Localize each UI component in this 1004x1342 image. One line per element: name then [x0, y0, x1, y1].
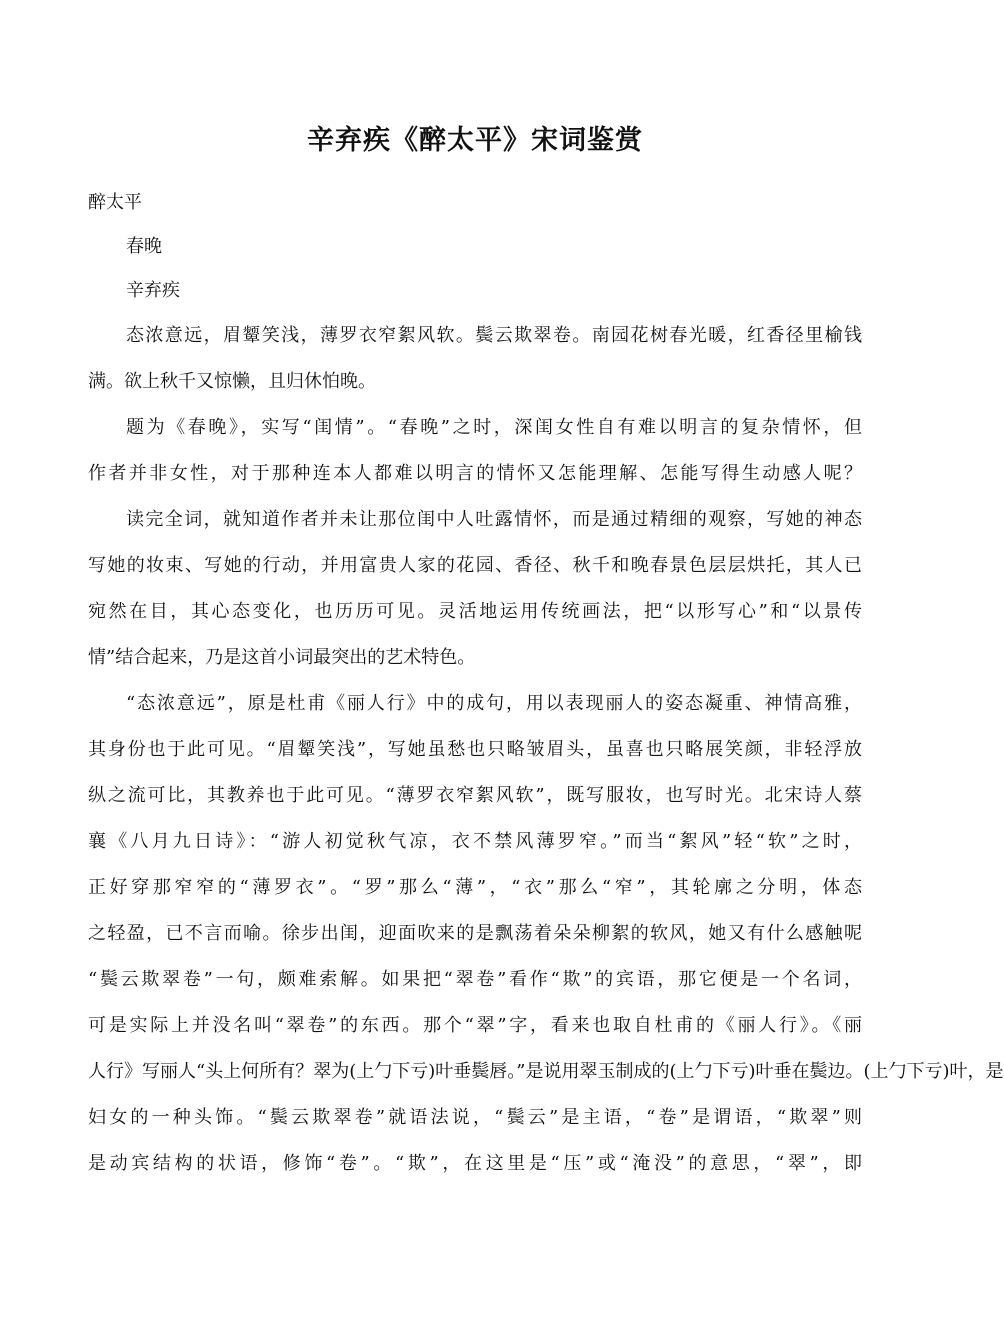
- text-line: 作者并非女性，对于那种连本人都难以明言的情怀又怎能理解、怎能写得生动感人呢？: [88, 463, 862, 484]
- text-line: 妇女的一种头饰。“鬓云欺翠卷”就语法说，“鬓云”是主语，“卷”是谓语，“欺翠”则: [88, 1107, 862, 1128]
- text-line: 读完全词，就知道作者并未让那位闺中人吐露情怀，而是通过精细的观察，写她的神态: [126, 509, 862, 530]
- text-line: 满。欲上秋千又惊懒，且归休怕晚。: [88, 371, 376, 392]
- document-body: [88, 181, 1004, 1187]
- text-line: 襄《八月九日诗》：“游人初觉秋气凉，衣不禁风薄罗窄。”而当“絮风”轻“软”之时，: [88, 831, 862, 852]
- document-title: 辛弃疾《醉太平》宋词鉴赏: [307, 125, 643, 156]
- text-line: 题为《春晚》，实写“闺情”。“春晚”之时，深闺女性自有难以明言的复杂情怀，但: [126, 417, 862, 438]
- poem-author: 辛弃疾: [126, 280, 180, 301]
- text-line: “态浓意远”，原是杜甫《丽人行》中的成句，用以表现丽人的姿态凝重、神情高雅，: [126, 693, 862, 714]
- text-line: 正好穿那窄窄的“薄罗衣”。“罗”那么“薄”，“衣”那么“窄”，其轮廓之分明，体态: [88, 877, 862, 898]
- text-line: 可是实际上并没名叫“翠卷”的东西。那个“翠”字，看来也取自杜甫的《丽人行》。《丽: [88, 1015, 862, 1036]
- text-line: 是动宾结构的状语，修饰“卷”。“欺”，在这里是“压”或“淹没”的意思，“翠”，即: [88, 1153, 862, 1174]
- poem-title: 醉太平: [88, 192, 142, 213]
- poem-subtitle: 春晚: [126, 236, 162, 257]
- text-line: “鬓云欺翠卷”一句，颇难索解。如果把“翠卷”看作“欺”的宾语，那它便是一个名词，: [88, 969, 862, 990]
- text-line: 态浓意远，眉颦笑浅，薄罗衣窄絮风软。鬓云欺翠卷。南园花树春光暖，红香径里榆钱: [126, 325, 862, 346]
- text-line: 情”结合起来，乃是这首小词最突出的艺术特色。: [88, 647, 476, 668]
- text-line: 其身份也于此可见。“眉颦笑浅”，写她虽愁也只略皱眉头，虽喜也只略展笑颜，非轻浮放: [88, 739, 862, 760]
- text-line: 写她的妆束、写她的行动，并用富贵人家的花园、香径、秋千和晚春景色层层烘托，其人已: [88, 555, 862, 576]
- text-line: 人行》写丽人“头上何所有？翠为(上勹下亏)叶垂鬓唇。”是说用翠玉制成的(上勹下亏)叶垂在鬓边。(上勹下亏)叶，是: [88, 1061, 1004, 1082]
- text-line: 之轻盈，已不言而喻。徐步出闺，迎面吹来的是飘荡着朵朵柳絮的软风，她又有什么感触呢: [88, 923, 862, 944]
- text-line: 宛然在目，其心态变化，也历历可见。灵活地运用传统画法，把“以形写心”和“以景传: [88, 601, 862, 622]
- text-line: 纵之流可比，其教养也于此可见。“薄罗衣窄絮风软”，既写服妆，也写时光。北宋诗人蔡: [88, 785, 862, 806]
